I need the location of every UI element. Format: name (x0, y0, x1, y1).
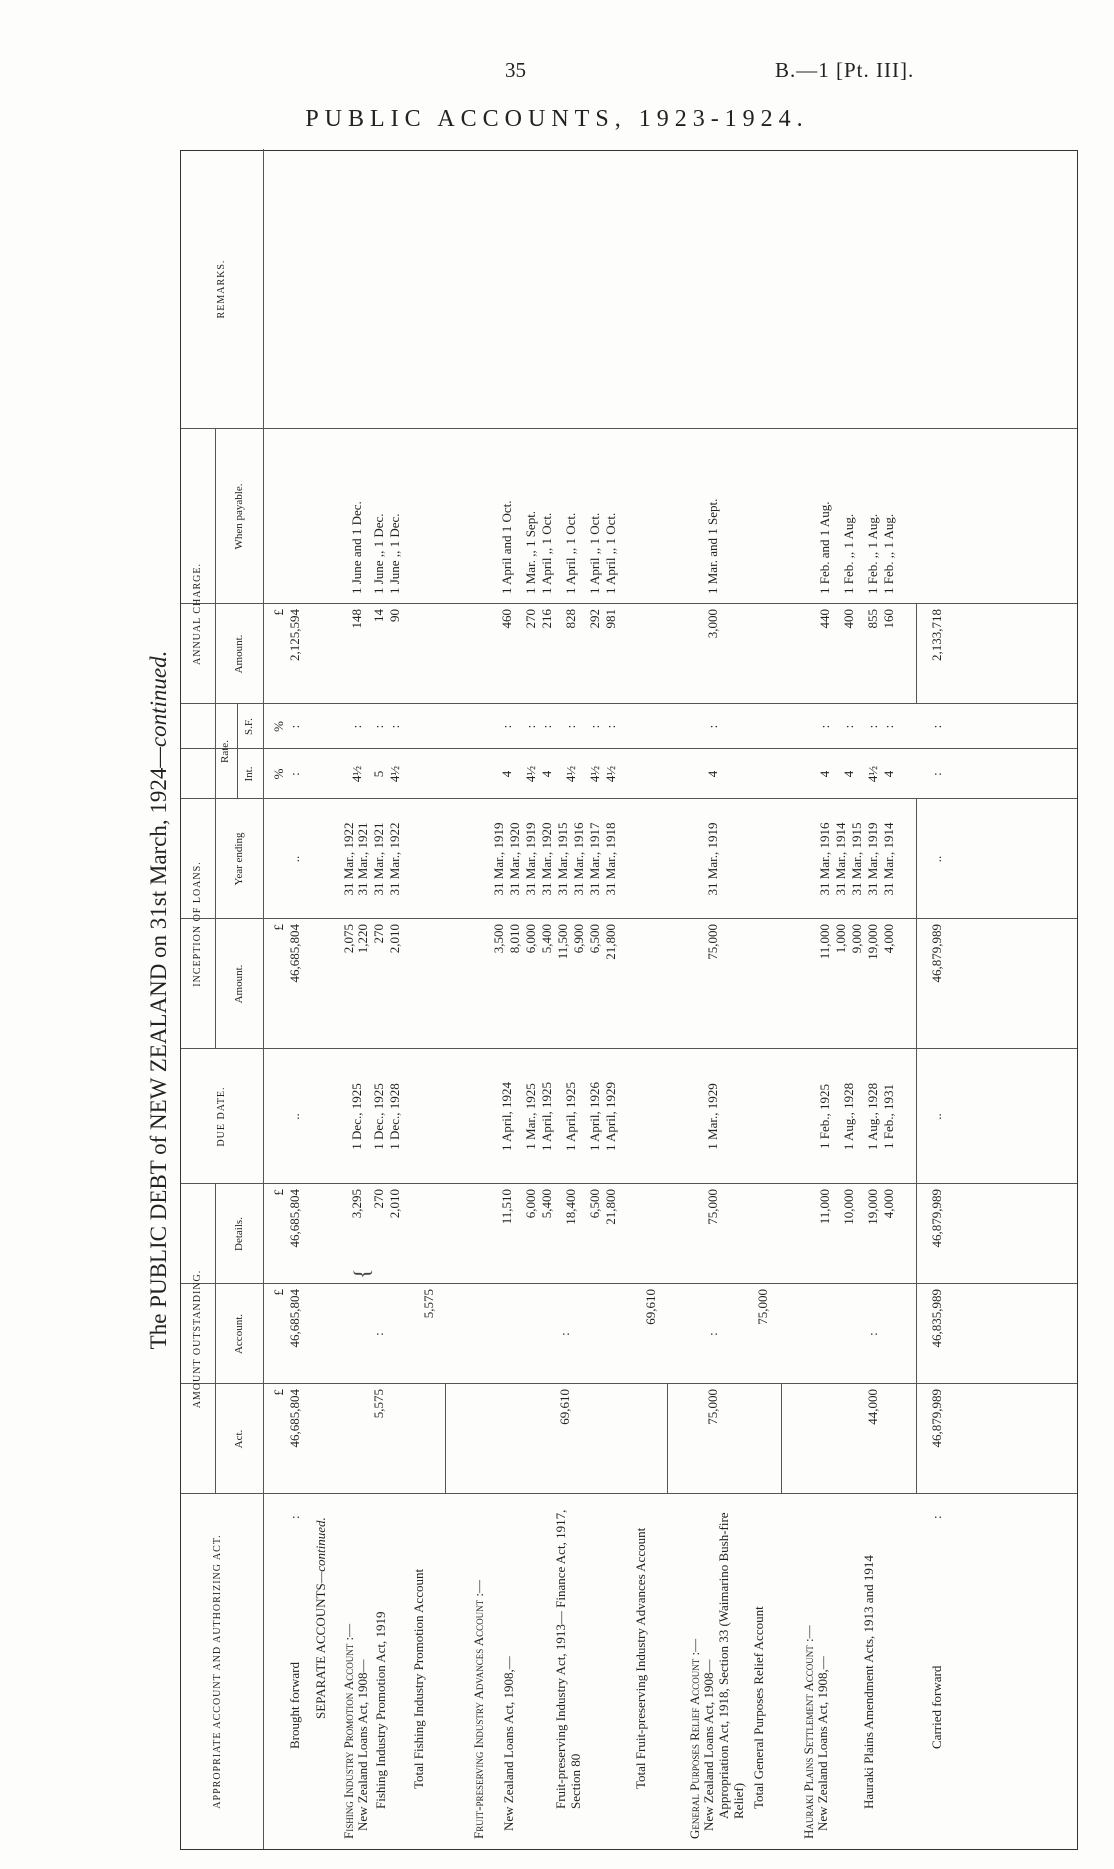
annual-amount: 828 (563, 609, 578, 629)
inception-amount: 9,000 (849, 924, 864, 954)
hauraki-account-dots: : (865, 1332, 880, 1336)
year-ending: 31 Mar., 1922 (387, 822, 402, 896)
interest-rate: 4½ (865, 765, 880, 783)
fishing-act-amount: 5,575 (371, 1389, 386, 1419)
interest-rate: 4½ (523, 765, 538, 783)
sinking-fund-rate: : (539, 724, 554, 729)
fruit-total: 69,610 (643, 1289, 658, 1325)
fishing-account-heading: Fishing Industry Promotion Account :— (341, 1623, 356, 1839)
annual-amount: 3,000 (705, 609, 720, 639)
unit-pound: £ (271, 609, 286, 616)
unit-pound: £ (271, 1189, 286, 1196)
interest-rate: 4½ (587, 765, 602, 783)
year-ending: 31 Mar., 1920 (539, 822, 554, 896)
header-annual-amount: Amount. (233, 634, 245, 674)
leader-dots: : (929, 1515, 944, 1519)
year-ending: 31 Mar., 1916 (817, 822, 832, 896)
year-ending: 31 Mar., 1921 (371, 822, 386, 896)
year-ending: 31 Mar., 1915 (555, 822, 570, 896)
hauraki-act-2: Hauraki Plains Amendment Acts, 1913 and 1914 (861, 1555, 876, 1809)
row-label: Carried forward (929, 1665, 944, 1749)
details-amount: 10,000 (841, 1189, 856, 1225)
fishing-act-1: New Zealand Loans Act, 1908— (355, 1659, 370, 1831)
year-ending: 31 Mar., 1921 (355, 822, 370, 896)
year-ending: 31 Mar., 1918 (603, 822, 618, 896)
year-ending: .. (287, 855, 302, 863)
when-payable: 1 April ,, 1 Oct. (603, 512, 618, 594)
unit-percent: % (271, 768, 286, 780)
when-payable: 1 April ,, 1 Oct. (587, 512, 602, 594)
annual-amount: 2,125,594 (287, 609, 302, 661)
fruit-account-dots: : (557, 1332, 572, 1336)
due-date: 1 Dec., 1925 (349, 1083, 364, 1150)
sinking-fund-rate: : (499, 724, 514, 729)
interest-rate: 4 (817, 770, 832, 778)
inception-amount: 8,010 (507, 924, 522, 954)
unit-pound: £ (271, 1289, 286, 1296)
header-remarks: REMARKS. (216, 259, 227, 319)
annual-amount: 400 (841, 609, 856, 629)
details-amount: 2,010 (387, 1189, 402, 1219)
inception-amount: 11,000 (817, 924, 832, 960)
annual-amount: 160 (881, 609, 896, 629)
year-ending: 31 Mar., 1915 (849, 822, 864, 896)
header-rate: Rate. (219, 740, 231, 763)
details-amount: 18,400 (563, 1189, 578, 1225)
due-date: 1 Feb., 1925 (817, 1084, 832, 1149)
due-date: 1 Mar., 1925 (523, 1083, 538, 1150)
header-details: Details. (233, 1217, 245, 1251)
account-amount: 46,685,804 (287, 1289, 302, 1348)
annual-amount: 2,133,718 (929, 609, 944, 661)
year-ending: .. (929, 855, 944, 863)
annual-amount: 460 (499, 609, 514, 629)
annual-amount: 148 (349, 609, 364, 629)
inception-amount: 6,000 (523, 924, 538, 954)
interest-rate: 4 (705, 770, 720, 778)
table-title: The PUBLIC DEBT of NEW ZEALAND on 31st March, 1924—continued. (146, 650, 171, 1350)
details-amount: 11,510 (499, 1189, 514, 1225)
unit-pound: £ (271, 924, 286, 931)
year-ending: 31 Mar., 1917 (587, 822, 602, 896)
header-int: Int. (243, 766, 255, 782)
annual-amount: 90 (387, 609, 402, 622)
when-payable: 1 Mar. and 1 Sept. (705, 498, 720, 594)
details-amount: 270 (371, 1189, 386, 1209)
sinking-fund-rate: : (841, 724, 856, 729)
due-date: 1 April, 1925 (563, 1082, 578, 1151)
inception-amount: 75,000 (705, 924, 720, 960)
due-date: 1 Dec., 1925 (371, 1083, 386, 1150)
sinking-fund-rate: : (865, 724, 880, 729)
header-annual-charge: ANNUAL CHARGE. (192, 563, 203, 665)
header-account-col: Account. (233, 1314, 245, 1355)
when-payable: 1 April ,, 1 Oct. (539, 512, 554, 594)
due-date: .. (287, 1113, 302, 1120)
year-ending: 31 Mar., 1914 (881, 822, 896, 896)
due-date: 1 Mar., 1929 (705, 1083, 720, 1150)
details-amount: 5,400 (539, 1189, 554, 1219)
due-date: 1 Aug., 1928 (841, 1082, 856, 1151)
interest-rate: 4 (881, 770, 896, 778)
interest-rate: 4 (499, 770, 514, 778)
details-amount: 46,879,989 (929, 1189, 944, 1248)
when-payable: 1 Mar. ,, 1 Sept. (523, 510, 538, 594)
details-amount: 4,000 (881, 1189, 896, 1219)
sinking-fund-rate: : (587, 724, 602, 729)
hauraki-act-amount: 44,000 (865, 1389, 880, 1425)
sinking-fund-rate: : (705, 724, 720, 729)
leader-dots: : (287, 1515, 302, 1519)
inception-amount: 3,500 (491, 924, 506, 954)
sinking-fund-rate: : (929, 724, 944, 729)
inception-amount: 5,400 (539, 924, 554, 954)
inception-amount: 270 (371, 924, 386, 944)
fishing-act-2: Fishing Industry Promotion Act, 1919 (373, 1611, 388, 1809)
rotated-debt-table (138, 150, 1078, 1850)
header-year-ending: Year ending (233, 832, 245, 886)
year-ending: 31 Mar., 1922 (341, 822, 356, 896)
when-payable: 1 Feb. and 1 Aug. (817, 501, 832, 594)
header-due-date: DUE DATE. (216, 1086, 227, 1147)
when-payable: 1 June ,, 1 Dec. (371, 513, 386, 594)
interest-rate: 4 (539, 770, 554, 778)
year-ending: 31 Mar., 1916 (571, 822, 586, 896)
hauraki-act-1: New Zealand Loans Act, 1908,— (815, 1656, 830, 1831)
fruit-act-amount: 69,610 (557, 1389, 572, 1425)
fruit-act-2: Fruit-preserving Industry Act, 1913— Finance Act, 1917, Section 80 (553, 1509, 583, 1809)
sinking-fund-rate: : (287, 724, 302, 729)
annual-amount: 292 (587, 609, 602, 629)
due-date: 1 Dec., 1928 (387, 1083, 402, 1150)
inception-amount: 46,879,989 (929, 924, 944, 983)
inception-amount: 19,000 (865, 924, 880, 960)
interest-rate: 4½ (603, 765, 618, 783)
interest-rate: : (287, 772, 302, 776)
fishing-total: 5,575 (421, 1289, 436, 1319)
inception-amount: 46,685,804 (287, 924, 302, 983)
table-frame: APPROPRIATE ACCOUNT AND AUTHORIZING ACT. AMOUNT OUTSTANDING. Act. Account. Details. DUE DATE. INCEPTION OF LOANS. Amount. Year ending ANNUAL CHARGE. Rate. Int. S.F. Amount. When payable. REMARKS. £ £ £ £ % % £ Brought forward : 46,685,804 46,685,804 46,685,804 .. 46,685,804 .. : : 2,125,594 SEPARATE ACCOUNTS—continued. Fishing Industry Promotion Account :— New Zealand Loans Act, 1908— Fishing Industry Promotion Act, 1919 5,575 : { 3,295 270 2,010 1 Dec., 1925 1 Dec., 1925 1 Dec., 1928 2,075 1,220 270 2,010 31 Mar., 1922 31 Mar., 1921 31 Mar., 1921 31 Mar., 1922 4½ 5 4½ : : : 148 14 90 1 June and 1 Dec. 1 June ,, 1 Dec. 1 June ,, 1 Dec. Total Fishing Industry Promotion Account 5,575 Fruit-preserving Industry Advances Account :— New Zealand Loans Act, 1908,— Fruit-preserving Industry Act, 1913— Finance Act, 1917, Section 80 69,610 : 11,510 6,000 5,400 18,400 6,500 21,800 1 April, 1924 1 Mar., 1925 1 April, 1925 1 April, 1925 1 April, 1926 1 April, 1929 3,500 8,010 6,000 5,400 11,500 6,900 6,500 21,800 31 Mar., 1919 31 Mar., 1920 31 Mar., 1919 31 Mar., 1920 31 Mar., 1915 31 Mar., 1916 31 Mar., 1917 31 Mar., 1918 4 4½ 4 4½ 4½ 4½ : : : : : : 460 270 216 828 292 981 1 April and 1 Oct. 1 Mar. ,, 1 Sept. 1 April ,, 1 Oct. 1 April ,, 1 Oct. 1 April ,, 1 Oct. 1 April ,, 1 Oct. Total Fruit-preserving Industry Advances Account 69,610 General Purposes Relief Account :— New Zealand Loans Act, 1908— Appropriation Act, 1918, Section 33 (Waimarino Bush-fire Relief) 75,000 : 75,000 1 Mar., 1929 75,000 31 Mar., 1919 4 : 3,000 1 Mar. and 1 Sept. Total General Purposes Relief Account 75,000 Hauraki Plains Settlement Account :— New Zealand Loans Act, 1908,— Hauraki Plains Amendment Acts, 1913 and 1914 44,000 : 11,000 10,000 19,000 4,000 1 Feb., 1925 1 Aug., 1928 1 Aug., 1928 1 Feb., 1931 11,000 1,000 9,000 19,000 4,000 31 Mar., 1916 31 Mar., 1914 31 Mar., 1915 31 Mar., 1919 31 Mar., 1914 4 4 4½ 4 : : : : 440 400 855 160 1 Feb. and 1 Aug. 1 Feb. ,, 1 Aug. 1 Feb. ,, 1 Aug. 1 Feb. ,, 1 Aug. Carried forward : 46,879,989 46,835,989 46,879,989 .. 46,879,989 .. : : 2,133,718 (180, 150, 1078, 1850)
when-payable: 1 April and 1 Oct. (499, 500, 514, 594)
unit-pound: £ (271, 1389, 286, 1396)
year-ending: 31 Mar., 1919 (705, 822, 720, 896)
inception-amount: 21,800 (603, 924, 618, 960)
header-sf: S.F. (243, 718, 255, 735)
sinking-fund-rate: : (603, 724, 618, 729)
details-amount: 19,000 (865, 1189, 880, 1225)
year-ending: 31 Mar., 1920 (507, 822, 522, 896)
due-date: 1 Aug., 1928 (865, 1082, 880, 1151)
document-reference: B.—1 [Pt. III]. (775, 58, 915, 82)
inception-amount: 6,900 (571, 924, 586, 954)
annual-amount: 855 (865, 609, 880, 629)
when-payable: 1 June ,, 1 Dec. (387, 513, 402, 594)
details-amount: 11,000 (817, 1189, 832, 1225)
general-total: 75,000 (755, 1289, 770, 1325)
header-inception-amount: Amount. (233, 964, 245, 1004)
act-amount: 46,879,989 (929, 1389, 944, 1448)
annual-amount: 440 (817, 609, 832, 629)
fruit-account-heading: Fruit-preserving Industry Advances Account :— (471, 1580, 486, 1839)
sinking-fund-rate: : (387, 724, 402, 729)
header-act: Act. (233, 1429, 245, 1449)
when-payable: 1 April ,, 1 Oct. (563, 512, 578, 594)
row-label: Brought forward (287, 1661, 302, 1749)
fruit-act-1: New Zealand Loans Act, 1908,— (501, 1656, 516, 1831)
account-amount: 46,835,989 (929, 1289, 944, 1348)
general-act-2: Appropriation Act, 1918, Section 33 (Waimarino Bush-fire Relief) (716, 1512, 746, 1819)
due-date: 1 Feb., 1931 (881, 1084, 896, 1149)
general-act-1: New Zealand Loans Act, 1908— (701, 1659, 716, 1831)
fishing-account-dots: : (371, 1332, 386, 1336)
sinking-fund-rate: : (523, 724, 538, 729)
due-date: 1 April, 1925 (539, 1082, 554, 1151)
year-ending: 31 Mar., 1919 (865, 822, 880, 896)
sinking-fund-rate: : (563, 724, 578, 729)
when-payable: 1 Feb. ,, 1 Aug. (841, 513, 856, 594)
when-payable: 1 Feb. ,, 1 Aug. (865, 513, 880, 594)
annual-amount: 270 (523, 609, 538, 629)
sinking-fund-rate: : (371, 724, 386, 729)
annual-amount: 981 (603, 609, 618, 629)
inception-amount: 2,075 (341, 924, 356, 954)
annual-amount: 216 (539, 609, 554, 629)
general-act-amount: 75,000 (705, 1389, 720, 1425)
general-account-heading: General Purposes Relief Account :— (687, 1638, 702, 1839)
annual-amount: 14 (371, 609, 386, 622)
year-ending: 31 Mar., 1919 (523, 822, 538, 896)
header-amount-outstanding: AMOUNT OUTSTANDING. (192, 1269, 203, 1409)
general-total-label: Total General Purposes Relief Account (751, 1606, 766, 1809)
interest-rate: 4½ (349, 765, 364, 783)
header-inception: INCEPTION OF LOANS. (192, 861, 203, 987)
hauraki-account-heading: Hauraki Plains Settlement Account :— (801, 1625, 816, 1839)
header-account: APPROPRIATE ACCOUNT AND AUTHORIZING ACT. (212, 1534, 223, 1809)
interest-rate: 4½ (563, 765, 578, 783)
details-amount: 3,295 (349, 1189, 364, 1219)
details-amount: 6,500 (587, 1189, 602, 1219)
inception-amount: 11,500 (555, 924, 570, 960)
inception-amount: 4,000 (881, 924, 896, 954)
inception-amount: 6,500 (587, 924, 602, 954)
details-amount: 75,000 (705, 1189, 720, 1225)
when-payable: 1 Feb. ,, 1 Aug. (881, 513, 896, 594)
interest-rate: 4½ (387, 765, 402, 783)
year-ending: 31 Mar., 1914 (833, 822, 848, 896)
fishing-total-label: Total Fishing Industry Promotion Account (411, 1568, 426, 1789)
unit-percent: % (271, 721, 286, 732)
sinking-fund-rate: : (349, 724, 364, 729)
sinking-fund-rate: : (817, 724, 832, 729)
page-number: 35 (505, 58, 526, 82)
due-date: 1 April, 1926 (587, 1082, 602, 1151)
inception-amount: 1,000 (833, 924, 848, 954)
header-when-payable: When payable. (233, 483, 245, 550)
due-date: 1 April, 1924 (499, 1082, 514, 1151)
due-date: .. (929, 1113, 944, 1120)
details-amount: 21,800 (603, 1189, 618, 1225)
inception-amount: 1,220 (355, 924, 370, 954)
interest-rate: 4 (841, 770, 856, 778)
details-amount: 46,685,804 (287, 1189, 302, 1248)
when-payable: 1 June and 1 Dec. (349, 501, 364, 594)
details-amount: 6,000 (523, 1189, 538, 1219)
publication-title: PUBLIC ACCOUNTS, 1923-1924. (305, 106, 809, 132)
due-date: 1 April, 1929 (603, 1082, 618, 1151)
sinking-fund-rate: : (881, 724, 896, 729)
general-account-dots: : (705, 1332, 720, 1336)
interest-rate: : (929, 772, 944, 776)
inception-amount: 2,010 (387, 924, 402, 954)
act-amount: 46,685,804 (287, 1389, 302, 1448)
fruit-total-label: Total Fruit-preserving Industry Advances Account (633, 1527, 648, 1789)
year-ending: 31 Mar., 1919 (491, 822, 506, 896)
interest-rate: 5 (371, 770, 386, 778)
